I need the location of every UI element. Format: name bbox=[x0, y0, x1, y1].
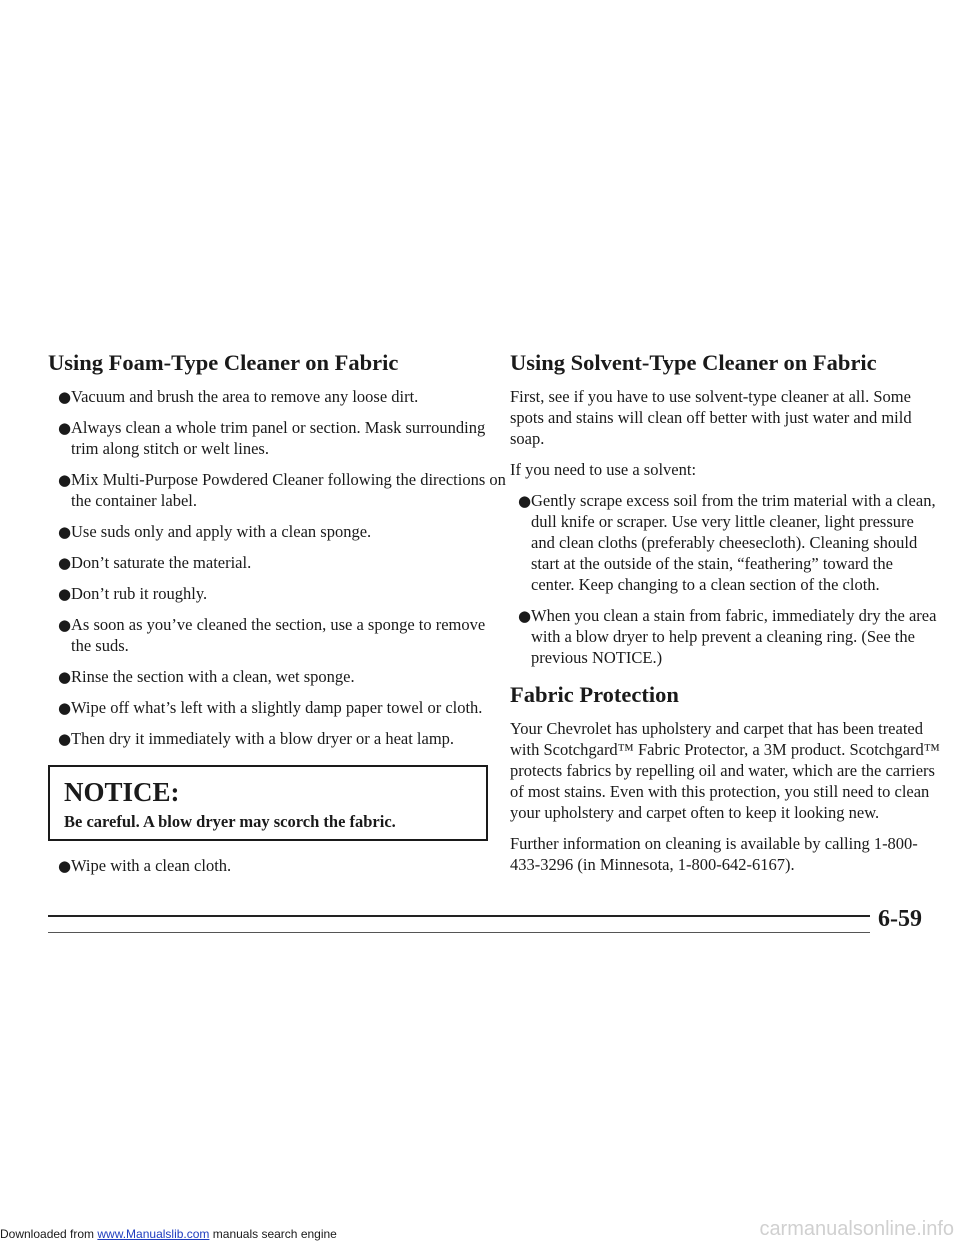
notice-title: NOTICE: bbox=[64, 777, 180, 807]
notice-text: Be careful. A blow dryer may scorch the fabric. bbox=[64, 812, 396, 831]
right-column bbox=[508, 350, 940, 885]
list-item: ● Always clean a whole trim panel or section. Mask surrounding trim along stitch or welt lines. bbox=[58, 418, 486, 458]
page-number: 6-59 bbox=[878, 906, 922, 932]
list-item: ● Mix Multi-Purpose Powdered Cleaner following the directions on the container label. bbox=[58, 470, 506, 510]
fabric-protection-paragraph: Your Chevrolet has upholstery and carpet that has been treated with Scotchgard™ Fabric Protector, a 3M product. Scotchgard™ protects fabrics by repelling oil and water, which are the carriers of most stains. Even with this protection, you still need to clean your upholstery and carpet often to keep it looking new. bbox=[510, 719, 940, 822]
list-item: ● Use suds only and apply with a clean sponge. bbox=[58, 522, 372, 541]
bullet-icon: ● bbox=[58, 857, 72, 875]
bullet-icon: ● bbox=[58, 730, 72, 748]
list-item: ● Gently scrape excess soil from the trim material with a clean, dull knife or scraper. Use very little cleaner, light pressure and clean cloths (preferably cheesecloth). Cleaning should start at the outside of the stain, “feathering” toward the center. Keep changing to a clean section of the cloth. bbox=[518, 491, 936, 594]
bullet-icon: ● bbox=[58, 419, 72, 437]
section-heading-solvent: Using Solvent-Type Cleaner on Fabric bbox=[510, 350, 877, 375]
foam-steps-list bbox=[48, 386, 508, 749]
section-heading-fabric-protection: Fabric Protection bbox=[510, 682, 679, 707]
bullet-icon: ● bbox=[58, 554, 72, 572]
bullet-icon: ● bbox=[58, 699, 72, 717]
list-item: ● When you clean a stain from fabric, immediately dry the area with a blow dryer to help prevent a cleaning ring. (See the previous NOTICE.) bbox=[518, 606, 937, 667]
bullet-icon: ● bbox=[58, 668, 72, 686]
list-item: ● Wipe off what’s left with a slightly damp paper towel or cloth. bbox=[58, 698, 483, 717]
watermark-logo: carmanualsonline.info bbox=[759, 1218, 954, 1240]
list-item: ● Wipe with a clean cloth. bbox=[58, 856, 232, 875]
left-column bbox=[48, 350, 508, 886]
list-item: ● Then dry it immediately with a blow dryer or a heat lamp. bbox=[58, 729, 455, 748]
bullet-icon: ● bbox=[58, 388, 72, 406]
list-item: ● Rinse the section with a clean, wet sponge. bbox=[58, 667, 355, 686]
bullet-icon: ● bbox=[58, 585, 72, 603]
list-item: ● Don’t saturate the material. bbox=[58, 553, 252, 572]
list-item: ● Vacuum and brush the area to remove any loose dirt. bbox=[58, 387, 419, 406]
after-notice-list bbox=[48, 855, 508, 876]
section-heading-foam: Using Foam-Type Cleaner on Fabric bbox=[48, 350, 399, 375]
footer-prefix: Downloaded from bbox=[0, 1227, 98, 1241]
list-item: ● As soon as you’ve cleaned the section, use a sponge to remove the suds. bbox=[58, 615, 486, 655]
bullet-icon: ● bbox=[58, 616, 72, 634]
list-item: ● Don’t rub it roughly. bbox=[58, 584, 208, 603]
footer-suffix: manuals search engine bbox=[209, 1227, 337, 1241]
bullet-icon: ● bbox=[58, 523, 72, 541]
bullet-icon: ● bbox=[58, 471, 72, 489]
bullet-icon: ● bbox=[518, 607, 532, 625]
page-rule-thin bbox=[48, 932, 870, 933]
manualslib-link[interactable]: www.Manualslib.com bbox=[97, 1227, 210, 1241]
solvent-steps-list bbox=[508, 490, 940, 668]
further-information-paragraph: Further information on cleaning is available by calling 1-800-433-3296 (in Minnesota, 1-800-642-6167). bbox=[510, 834, 918, 874]
bullet-icon: ● bbox=[518, 492, 532, 510]
page-rule bbox=[48, 915, 870, 917]
solvent-intro: First, see if you have to use solvent-type cleaner at all. Some spots and stains will clean off better with just water and mild soap. bbox=[510, 387, 912, 448]
solvent-lead: If you need to use a solvent: bbox=[510, 460, 697, 479]
notice-box bbox=[48, 765, 488, 841]
